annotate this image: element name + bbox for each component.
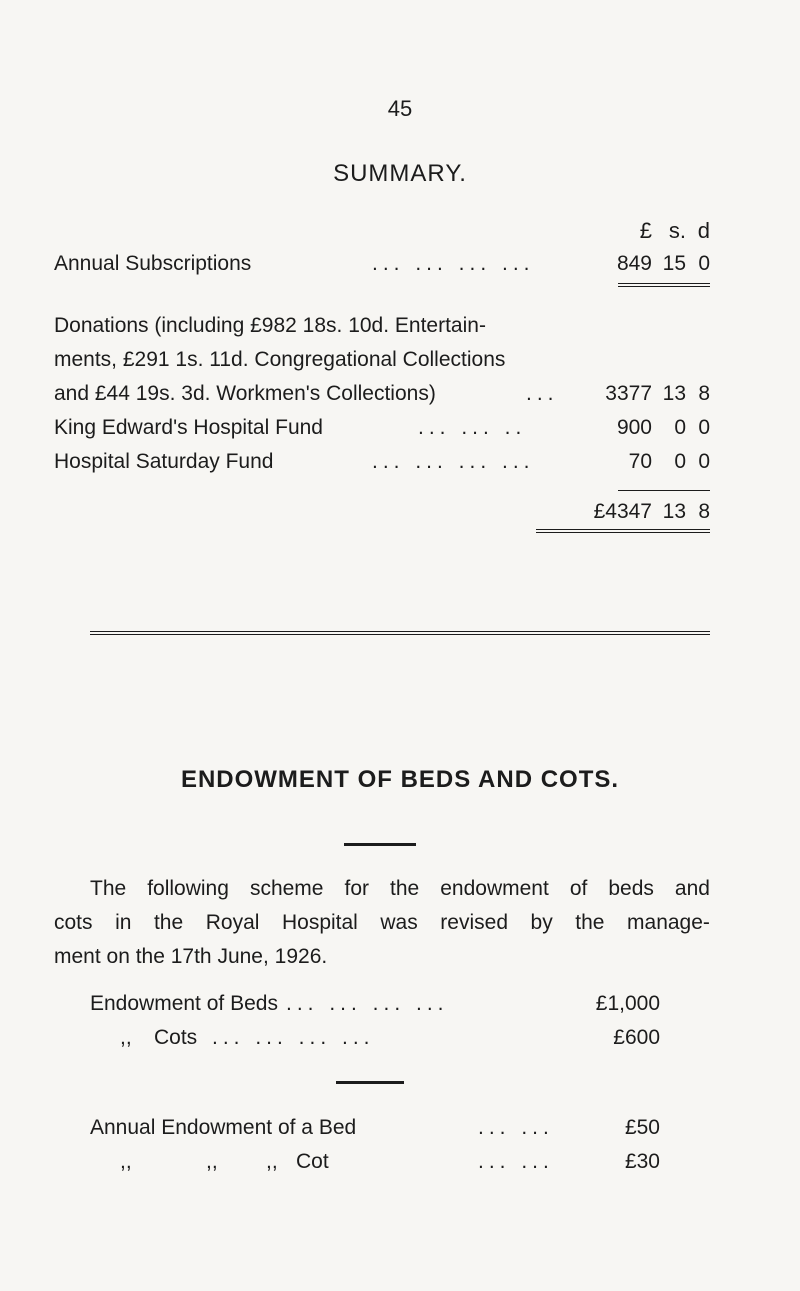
title-underline (344, 843, 416, 846)
shillings-column-header: s. (668, 218, 686, 243)
word: following (147, 877, 229, 900)
annual-subscriptions-leader: ... ... ... ... (372, 252, 535, 275)
word: and (674, 877, 710, 900)
section-separator (90, 631, 710, 635)
annual-bed-amount: £50 (624, 1116, 660, 1139)
word: was (380, 911, 418, 934)
king-edward-fund-pounds: 900 (616, 416, 652, 439)
donations-shillings: 13 (662, 382, 686, 405)
word: Hospital (281, 911, 358, 934)
word: cots (54, 911, 93, 934)
annual-bed-label: Annual Endowment of a Bed (90, 1116, 357, 1139)
total-bottom-rule (536, 529, 710, 533)
endowment-cots-leader: ... ... ... ... (212, 1026, 375, 1049)
subtotal-rule (618, 283, 710, 287)
word: Royal (205, 911, 260, 934)
ditto-mark: ,, (120, 1150, 132, 1173)
total-shillings: 13 (662, 500, 686, 523)
annual-subscriptions-pounds: 849 (616, 252, 652, 275)
word: revised (440, 911, 508, 934)
ditto-mark: ,, (120, 1026, 132, 1049)
endowment-title: ENDOWMENT OF BEDS AND COTS. (180, 766, 620, 793)
donations-pence: 8 (698, 382, 710, 405)
donations-line-2: ments, £291 1s. 11d. Congregational Collections (54, 348, 506, 371)
ditto-mark: ,, (266, 1150, 278, 1173)
word: The (90, 877, 127, 900)
donations-pounds: 3377 (605, 382, 652, 405)
summary-title: SUMMARY. (333, 160, 467, 187)
endowment-paragraph-line-1 (90, 872, 710, 906)
annual-subscriptions-pence: 0 (698, 252, 710, 275)
word: manage- (627, 911, 710, 934)
word: by (530, 911, 553, 934)
hospital-saturday-fund-pence: 0 (698, 450, 710, 473)
king-edward-fund-leader: ... ... .. (418, 416, 527, 439)
annual-cot-label: Cot (296, 1150, 329, 1173)
endowment-beds-label: Endowment of Beds (90, 992, 278, 1015)
donations-leader: ... (526, 382, 559, 405)
hospital-saturday-fund-shillings: 0 (674, 450, 686, 473)
word: of (569, 877, 588, 900)
king-edward-fund-label: King Edward's Hospital Fund (54, 416, 323, 439)
annual-subscriptions-shillings: 15 (662, 252, 686, 275)
divider-rule (336, 1081, 404, 1084)
hospital-saturday-fund-pounds: 70 (628, 450, 652, 473)
total-pence: 8 (698, 500, 710, 523)
king-edward-fund-shillings: 0 (674, 416, 686, 439)
word: the (575, 911, 605, 934)
pence-column-header: d (697, 218, 710, 243)
word: endowment (440, 877, 549, 900)
annual-bed-leader: ... ... (478, 1116, 554, 1139)
endowment-beds-amount: £1,000 (595, 992, 660, 1015)
donations-line-1: Donations (including £982 18s. 10d. Entertain- (54, 314, 486, 337)
hospital-saturday-fund-leader: ... ... ... ... (372, 450, 535, 473)
total-pounds: £4347 (593, 500, 652, 523)
endowment-cots-amount: £600 (613, 1026, 660, 1049)
endowment-beds-leader: ... ... ... ... (286, 992, 449, 1015)
word: beds (608, 877, 654, 900)
ditto-mark: ,, (206, 1150, 218, 1173)
word: in (115, 911, 132, 934)
word: the (390, 877, 420, 900)
pounds-column-header: £ (639, 218, 652, 243)
endowment-paragraph-line-3: ment on the 17th June, 1926. (54, 945, 328, 968)
word: scheme (249, 877, 324, 900)
hospital-saturday-fund-label: Hospital Saturday Fund (54, 450, 274, 473)
donations-line-3: and £44 19s. 3d. Workmen's Collections) (54, 382, 436, 405)
endowment-cots-label: Cots (154, 1026, 198, 1049)
total-top-rule (618, 490, 710, 491)
annual-cot-leader: ... ... (478, 1150, 554, 1173)
annual-cot-amount: £30 (624, 1150, 660, 1173)
page-number: 45 (387, 96, 413, 121)
annual-subscriptions-label: Annual Subscriptions (54, 252, 252, 275)
word: for (344, 877, 369, 900)
king-edward-fund-pence: 0 (698, 416, 710, 439)
endowment-paragraph-line-2 (54, 906, 710, 940)
word: the (153, 911, 184, 934)
